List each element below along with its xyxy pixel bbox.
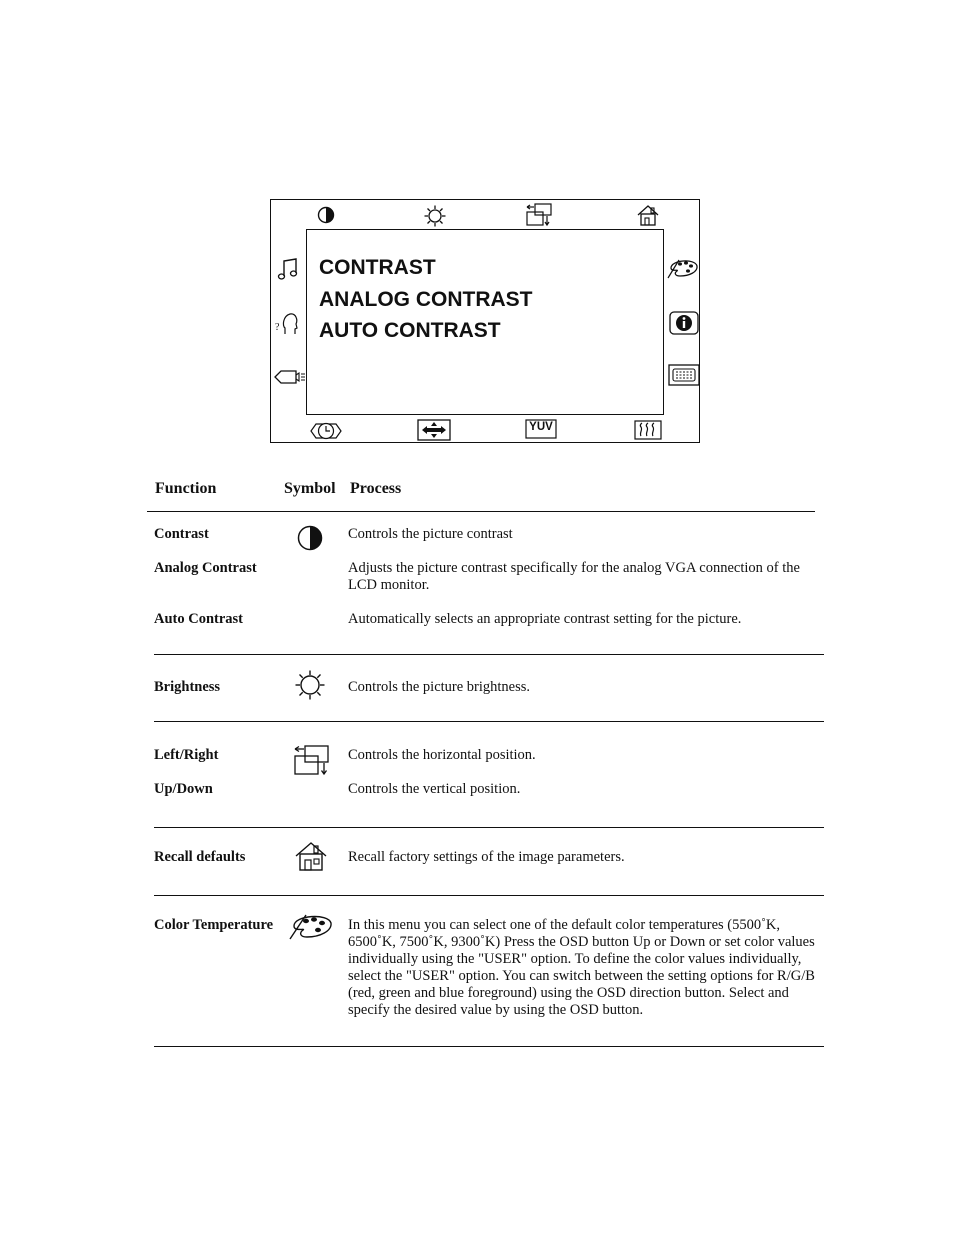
palette-icon [288,911,334,941]
contrast-icon [297,524,323,552]
language-icon [275,310,299,336]
svg-text:?: ? [275,322,280,333]
clock-icon [308,420,344,442]
section-divider [154,827,824,828]
process-brightness: Controls the picture brightness. [348,679,531,695]
position-icon [293,744,331,776]
process-up-down: Controls the vertical position. [348,781,521,797]
osd-settings-icon [668,364,700,386]
section-divider [154,895,824,896]
home-icon [636,204,660,226]
palette-icon [667,256,699,280]
header-symbol: Symbol [284,480,336,497]
heat-icon [634,420,662,440]
osd-menu-item-contrast: CONTRAST [319,256,436,279]
function-up-down: Up/Down [154,781,213,797]
home-icon [294,841,328,871]
header-process: Process [350,480,402,497]
information-icon [669,311,699,335]
osd-menu-item-auto-contrast: AUTO CONTRAST [319,319,501,342]
process-color-temperature: In this menu you can select one of the default color temperatures (5500˚K, 6500˚K, 7500˚K, 9300˚K) Press the OSD button Up or Down or set color values individually using the "USER" option. To define the color values individually, select the "USER" option. You can switch between the setting options for R/G/B (red, green and blue foreground) using the OSD direction button. Select and specify the desired value by using the OSD button. [348,917,815,1018]
function-recall-defaults: Recall defaults [154,849,246,865]
section-divider [154,1046,824,1047]
section-divider [154,721,824,722]
osd-position-icon [417,419,451,441]
audio-icon [276,257,300,281]
function-brightness: Brightness [154,679,221,695]
function-color-temperature: Color Temperature [154,917,274,933]
process-auto-contrast: Automatically selects an appropriate contrast setting for the picture. [348,611,742,627]
osd-menu-item-analog-contrast: ANALOG CONTRAST [319,287,533,311]
process-contrast: Controls the picture contrast [348,526,513,542]
yuv-label: YUV [529,421,553,433]
position-icon [526,203,556,227]
header-function: Function [155,480,217,497]
process-left-right: Controls the horizontal position. [348,747,536,763]
osd-screen [306,229,664,415]
process-analog-contrast: Adjusts the picture contrast specifically for the analog VGA connection of the LCD monitor. [348,560,800,593]
brightness-icon [295,670,325,700]
input-source-icon [274,368,306,386]
function-contrast: Contrast [154,526,209,542]
brightness-icon [424,205,446,227]
contrast-icon [316,206,336,224]
header-divider [147,511,815,512]
yuv-icon [525,419,557,439]
osd-menu-diagram [270,199,700,443]
process-recall-defaults: Recall factory settings of the image parameters. [348,849,625,865]
osd-menu-list [319,252,533,347]
function-auto-contrast: Auto Contrast [154,611,244,627]
function-left-right: Left/Right [154,747,219,763]
function-analog-contrast: Analog Contrast [154,560,257,576]
section-divider [154,654,824,655]
